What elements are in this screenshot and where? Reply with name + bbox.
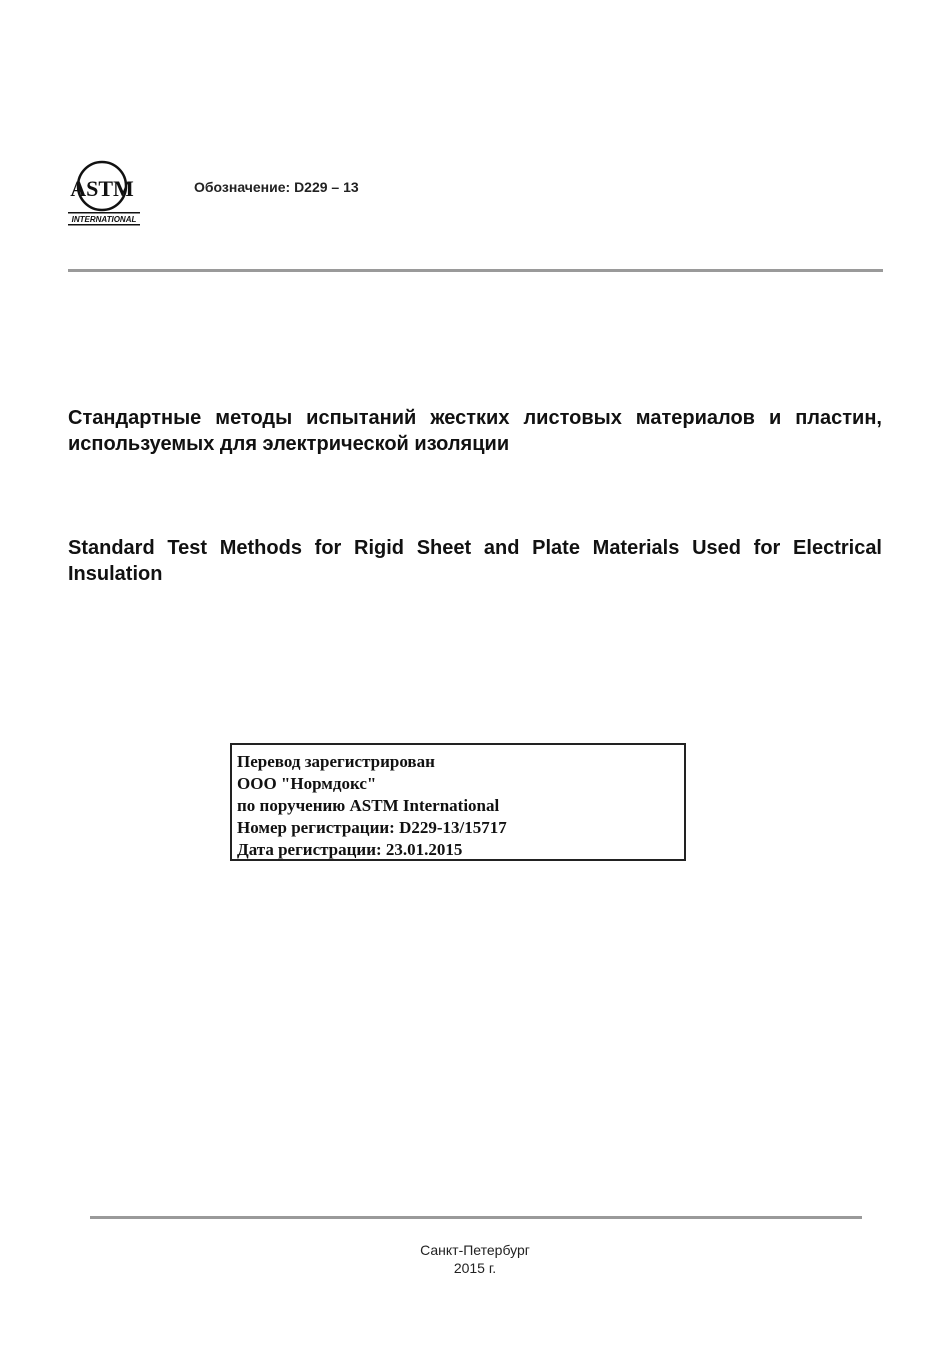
footer-year: 2015 г. [453, 1260, 497, 1276]
top-divider [68, 269, 883, 272]
logo-text-bottom: INTERNATIONAL [71, 215, 137, 224]
logo-text-top: ASTM [70, 176, 134, 201]
registration-box [230, 743, 686, 861]
document-designation: Обозначение: D229 – 13 [194, 179, 359, 195]
registration-line: Дата регистрации: 23.01.2015 [237, 840, 463, 859]
bottom-divider [90, 1216, 862, 1219]
footer-city: Санкт-Петербург [420, 1242, 530, 1258]
registration-line: ООО "Нормдокс" [237, 774, 377, 793]
registration-line: по поручению ASTM International [237, 796, 500, 815]
title-russian: Стандартные методы испытаний жестких листовых материалов и пластин, используемых для электрической изоляции [68, 407, 882, 455]
title-english: Standard Test Methods for Rigid Sheet and Plate Materials Used for Electrical Insulation [68, 537, 882, 585]
registration-line: Перевод зарегистрирован [237, 752, 435, 771]
astm-logo [66, 160, 142, 228]
registration-line: Номер регистрации: D229-13/15717 [237, 818, 507, 837]
